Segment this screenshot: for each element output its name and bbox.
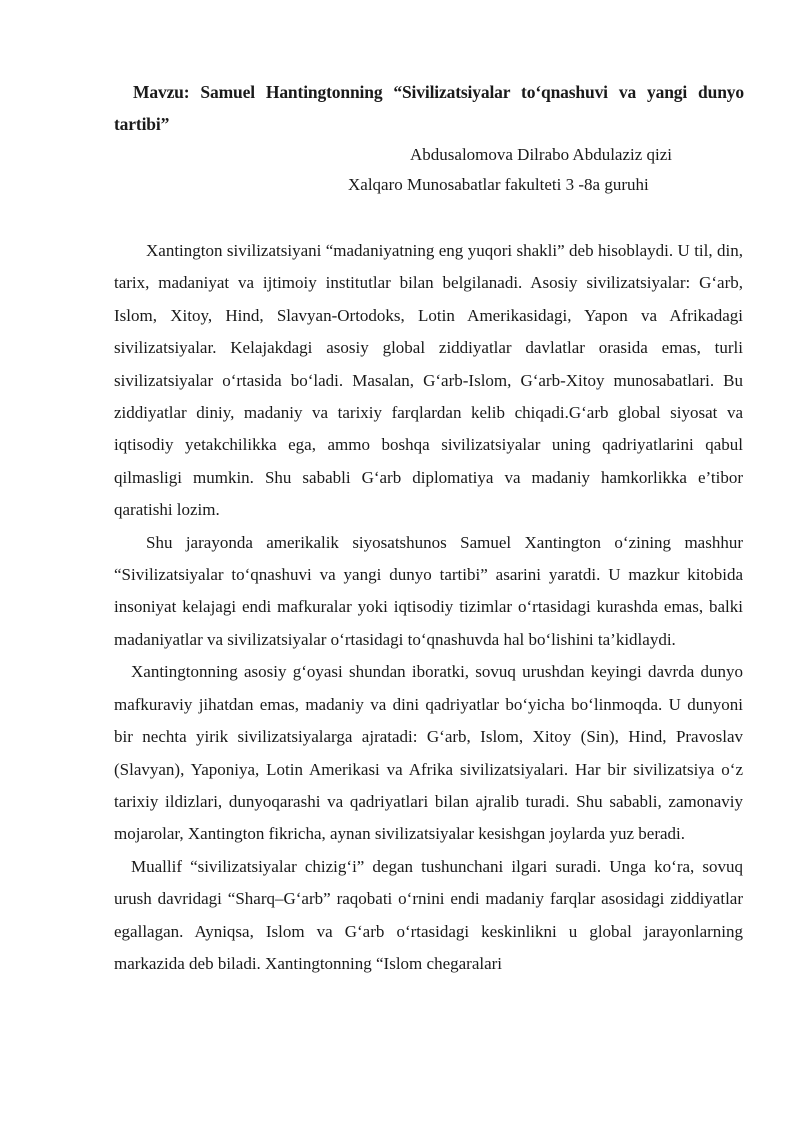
author-name: Abdusalomova Dilrabo Abdulaziz qizi (410, 145, 673, 164)
paragraph: Xantington sivilizatsiyani “madaniyatning eng yuqori shakli” deb hisoblaydi. U til, din, tarix, madaniyat va ijtimoiy institutlar bilan belgilanadi. Asosiy sivilizatsiyalar: G‘arb, Islom, Xitoy, Hind, Slavyan-Ortodoks, Lotin Amerikasidagi, Yapon va Afrikadagi sivilizatsiyalar. Kelajakdagi asosiy global ziddiyatlar davlatlar orasida emas, turli sivilizatsiyalar o‘rtasida bo‘ladi. Masalan, G‘arb-Islom, G‘arb-Xitoy munosabatlari. Bu ziddiyatlar diniy, madaniy va tarixiy farqlardan kelib chiqadi.G‘arb global siyosat va iqtisodiy yetakchilikka ega, ammo boshqa sivilizatsiyalar uning qadriyatlarini qabul qilmasligi mumkin. Shu sababli G‘arb diplomatiya va madaniy hamkorlikka e’tibor qaratishi lozim. (114, 241, 743, 520)
author-affiliation: Xalqaro Munosabatlar fakulteti 3 -8a guruhi (348, 175, 649, 194)
paragraph: Muallif “sivilizatsiyalar chizig‘i” degan tushunchani ilgari suradi. Unga ko‘ra, sovuq urush davridagi “Sharq–G‘arb” raqobati o‘rnini endi madaniy farqlar asosidagi ziddiyatlar egallagan. Ayniqsa, Islom va G‘arb o‘rtasidagi keskinlikni u global jarayonlarning markazida deb biladi. Xantingtonning “Islom chegaralari (114, 856, 743, 973)
body-text (114, 235, 743, 980)
paragraph: Shu jarayonda amerikalik siyosatshunos Samuel Xantington o‘zining mashhur “Sivilizatsiyalar to‘qnashuvi va yangi dunyo tartibi” asarini yaratdi. U mazkur kitobida insoniyat kelajagi endi mafkuralar yoki iqtisodiy tizimlar o‘rtasidagi kurashda emas, balki madaniyatlar va sivilizatsiyalar o‘rtasidagi to‘qnashuvda hal bo‘lishini ta’kidlaydi. (114, 532, 743, 649)
document-title: Mavzu: Samuel Hantingtonning “Sivilizatsiyalar to‘qnashuvi va yangi dunyo tartibi” (114, 82, 744, 134)
paragraph: Xantingtonning asosiy g‘oyasi shundan iboratki, sovuq urushdan keyingi davrda dunyo mafkuraviy jihatdan emas, madaniy va dini qadriyatlar bo‘yicha bo‘linmoqda. U dunyoni bir nechta yirik sivilizatsiyalarga ajratadi: G‘arb, Islom, Xitoy (Sin), Hind, Pravoslav (Slavyan), Yaponiya, Lotin Amerikasi va Afrika sivilizatsiyalari. Har bir sivilizatsiya o‘z tarixiy ildizlari, dunyoqarashi va qadriyatlari bilan ajralib turadi. Shu sababli, zamonaviy mojarolar, Xantington fikricha, aynan sivilizatsiyalar kesishgan joylarda yuz beradi. (114, 662, 743, 844)
